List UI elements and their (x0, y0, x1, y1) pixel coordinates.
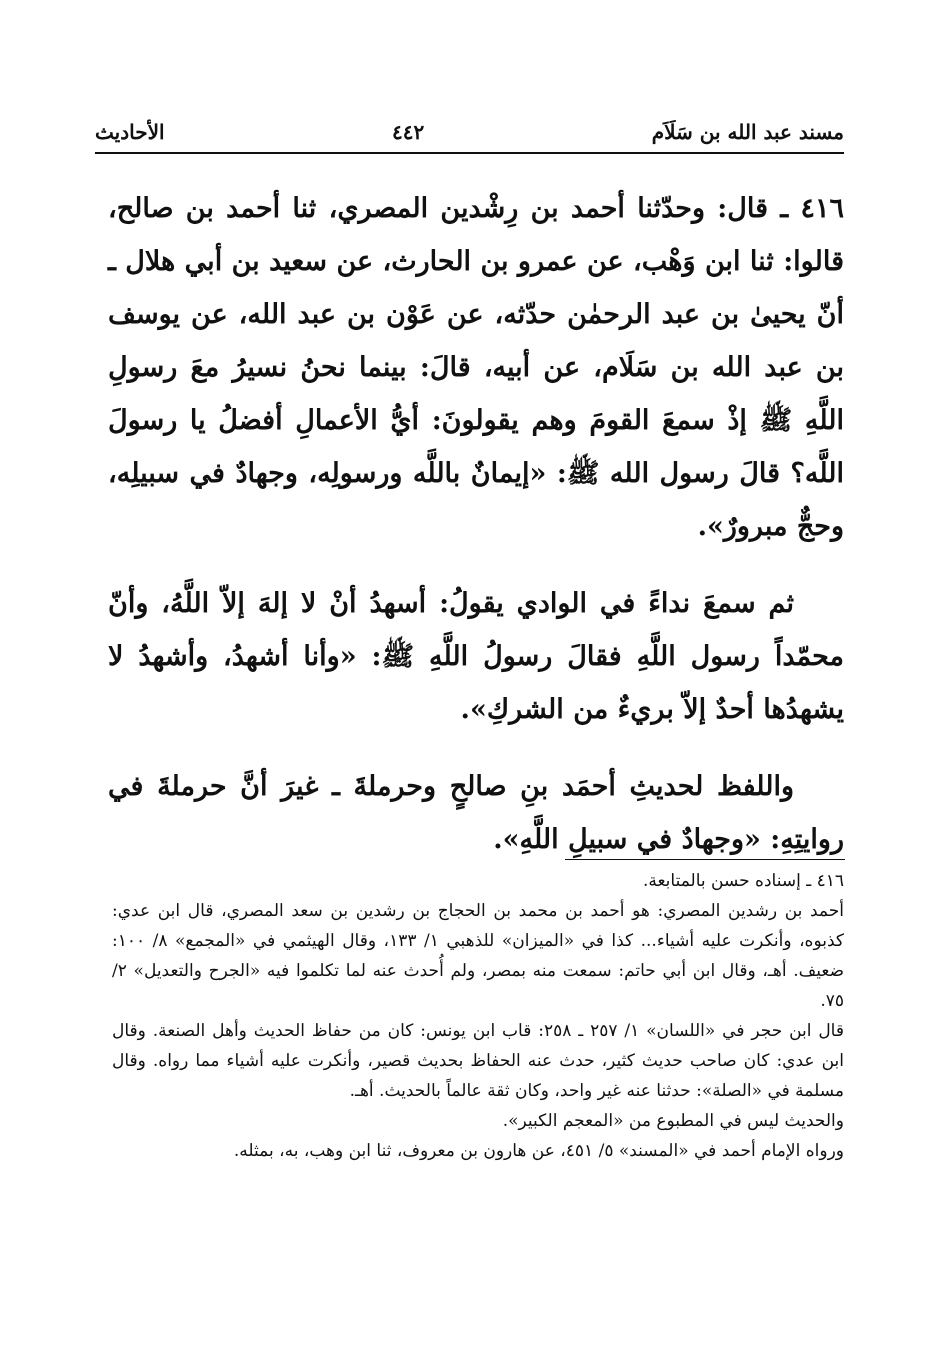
hadith-paragraph (108, 182, 844, 553)
main-text (108, 182, 844, 866)
footnote-paragraph-4: ورواه الإمام أحمد في «المسند» ٥/ ٤٥١، عن هارون بن معروف، ثنا ابن وهب، به، بمثله. (233, 1141, 844, 1161)
footnote-paragraph-3: والحديث ليس في المطبوع من «المعجم الكبير». (502, 1111, 844, 1131)
running-header (95, 112, 844, 152)
footnote-paragraph-2: قال ابن حجر في «اللسان» ١/ ٢٥٧ ـ ٢٥٨: قاب ابن يونس: كان من حفاظ الحديث وأهل الصنعة. وقال ابن عدي: كان صاحب حديث كثير، حدث عنه الحفاظ بحديث قصير، وأنكرت عليه أشياء مما رواه. وقال مسلمة في «الصلة»: حدثنا عنه غير واحد، وكان ثقة عالماً بالحديث. أهـ. (112, 1021, 844, 1101)
footnote-rule (565, 859, 845, 860)
footnotes (112, 866, 844, 1166)
header-page-number: ٤٤٢ (392, 120, 425, 144)
hadith-text: ـ قال: وحدّثنا أحمد بن رِشْدين المصري، ثنا أحمد بن صالح، قالوا: ثنا ابن وَهْب، عن عمرو بن الحارث، عن سعيد بن أبي هلال ـ أنّ يحيىٰ بن عبد الرحمٰن حدّثه، عن عَوْن بن عبد الله، عن يوسف بن عبد الله بن سَلَام، عن أبيه، قالَ: بينما نحنُ نسيرُ معَ رسولِ اللَّهِ ﷺ إذْ سمعَ القومَ وهم يقولونَ: أيُّ الأعمالِ أفضلُ يا رسولَ اللَّه؟ قالَ رسول الله ﷺ: «إيمانٌ باللَّه ورسولِه، وجهادٌ في سبيلِه، وحجٌّ مبرورٌ». (108, 193, 844, 542)
footnote-heading: ٤١٦ ـ إسناده حسن بالمتابعة. (642, 871, 844, 891)
header-rule (95, 152, 844, 154)
header-book-title: مسند عبد الله بن سَلَاَم (651, 120, 844, 144)
footnote-paragraph-1: أحمد بن رشدين المصري: هو أحمد بن محمد بن الحجاج بن رشدين بن سعد المصري، قال ابن عدي: كذبوه، وأنكرت عليه أشياء... كذا في «الميزان» للذهبي ١/ ١٣٣، وقال الهيثمي في «المجمع» ٨/ ١٠٠: ضعيف. أهـ، وقال ابن أبي حاتم: سمعت منه بمصر، ولم أُحدث عنه لما تكلموا فيه «الجرح والتعديل» ٢/ ٧٥. (112, 901, 844, 1011)
text-paragraph-3: واللفظ لحديثِ أحمَد بنِ صالحٍ وحرملةَ ـ غيرَ أنَّ حرملةَ في روايتِهِ: «وجهادٌ في سبيلِ اللَّهِ». (108, 771, 844, 855)
text-paragraph-2: ثم سمعَ نداءً في الوادي يقولُ: أسهدُ أنْ لا إلهَ إلاّ اللَّهُ، وأنّ محمّداً رسول اللَّهِ فقالَ رسولُ اللَّهِ ﷺ: «وأنا أشهدُ، وأشهدُ لا يشهدُها أحدٌ إلاّ بريءٌ من الشركِ». (108, 588, 844, 725)
hadith-number: ٤١٦ (800, 193, 844, 224)
header-section-title: الأحاديث (95, 120, 165, 144)
